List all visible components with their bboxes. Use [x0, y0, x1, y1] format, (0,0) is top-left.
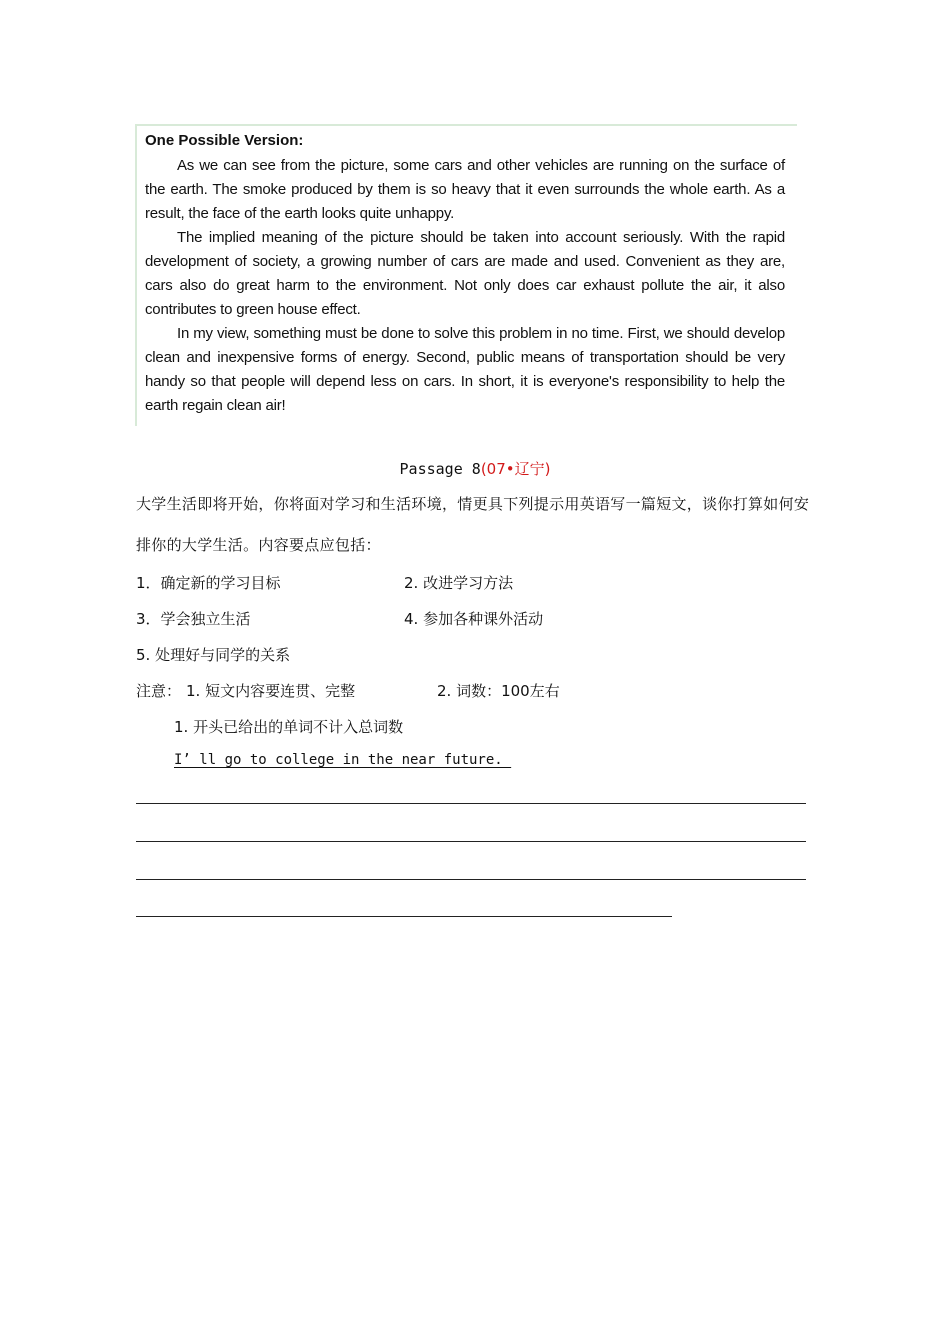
answer-line[interactable]	[136, 841, 806, 842]
passage-source: (07•辽宁)	[480, 460, 551, 478]
note-item: 2. 词数：100左右	[437, 682, 560, 700]
sample-essay-title: One Possible Version:	[145, 132, 304, 149]
point-item: 4. 参加各种课外活动	[404, 610, 544, 628]
passage-label: Passage 8	[399, 460, 481, 478]
answer-line[interactable]	[136, 916, 672, 917]
note-item: 1. 开头已给出的单词不计入总词数	[174, 718, 404, 736]
notes-label: 注意：	[136, 682, 182, 700]
answer-line[interactable]	[136, 879, 806, 880]
point-item: 1．确定新的学习目标	[136, 574, 281, 592]
sample-essay-paragraph: The implied meaning of the picture should be taken into account seriously. With the rapid development of society, a growing number of cars are made and used. Convenient as they are, cars also do great harm to the environment. Not only does car exhaust pollute the air, it also contributes to green house effect.	[145, 229, 785, 318]
point-item: 3．学会独立生活	[136, 610, 251, 628]
given-opening-sentence: I’ ll go to college in the near future.	[174, 752, 512, 768]
point-item: 5. 处理好与同学的关系	[136, 646, 291, 664]
note-item: 1. 短文内容要连贯、完整	[186, 682, 356, 700]
passage-heading	[0, 458, 950, 479]
task-instructions: 大学生活即将开始，你将面对学习和生活环境，情更具下列提示用英语写一篇短文，谈你打算如何安排你的大学生活。内容要点应包括：	[136, 495, 810, 554]
sample-essay-paragraph: As we can see from the picture, some cars and other vehicles are running on the surface of the earth. The smoke produced by them is so heavy that it even surrounds the whole earth. As a result, the face of the earth looks quite unhappy.	[145, 157, 785, 222]
sample-essay-paragraph: In my view, something must be done to solve this problem in no time. First, we should develop clean and inexpensive forms of energy. Second, public means of transportation should be very handy so that people will depend less on cars. In short, it is everyone's responsibility to help the earth regain clean air!	[145, 325, 785, 414]
point-item: 2. 改进学习方法	[404, 574, 514, 592]
sample-essay-box	[135, 124, 797, 426]
answer-line[interactable]	[136, 803, 806, 804]
